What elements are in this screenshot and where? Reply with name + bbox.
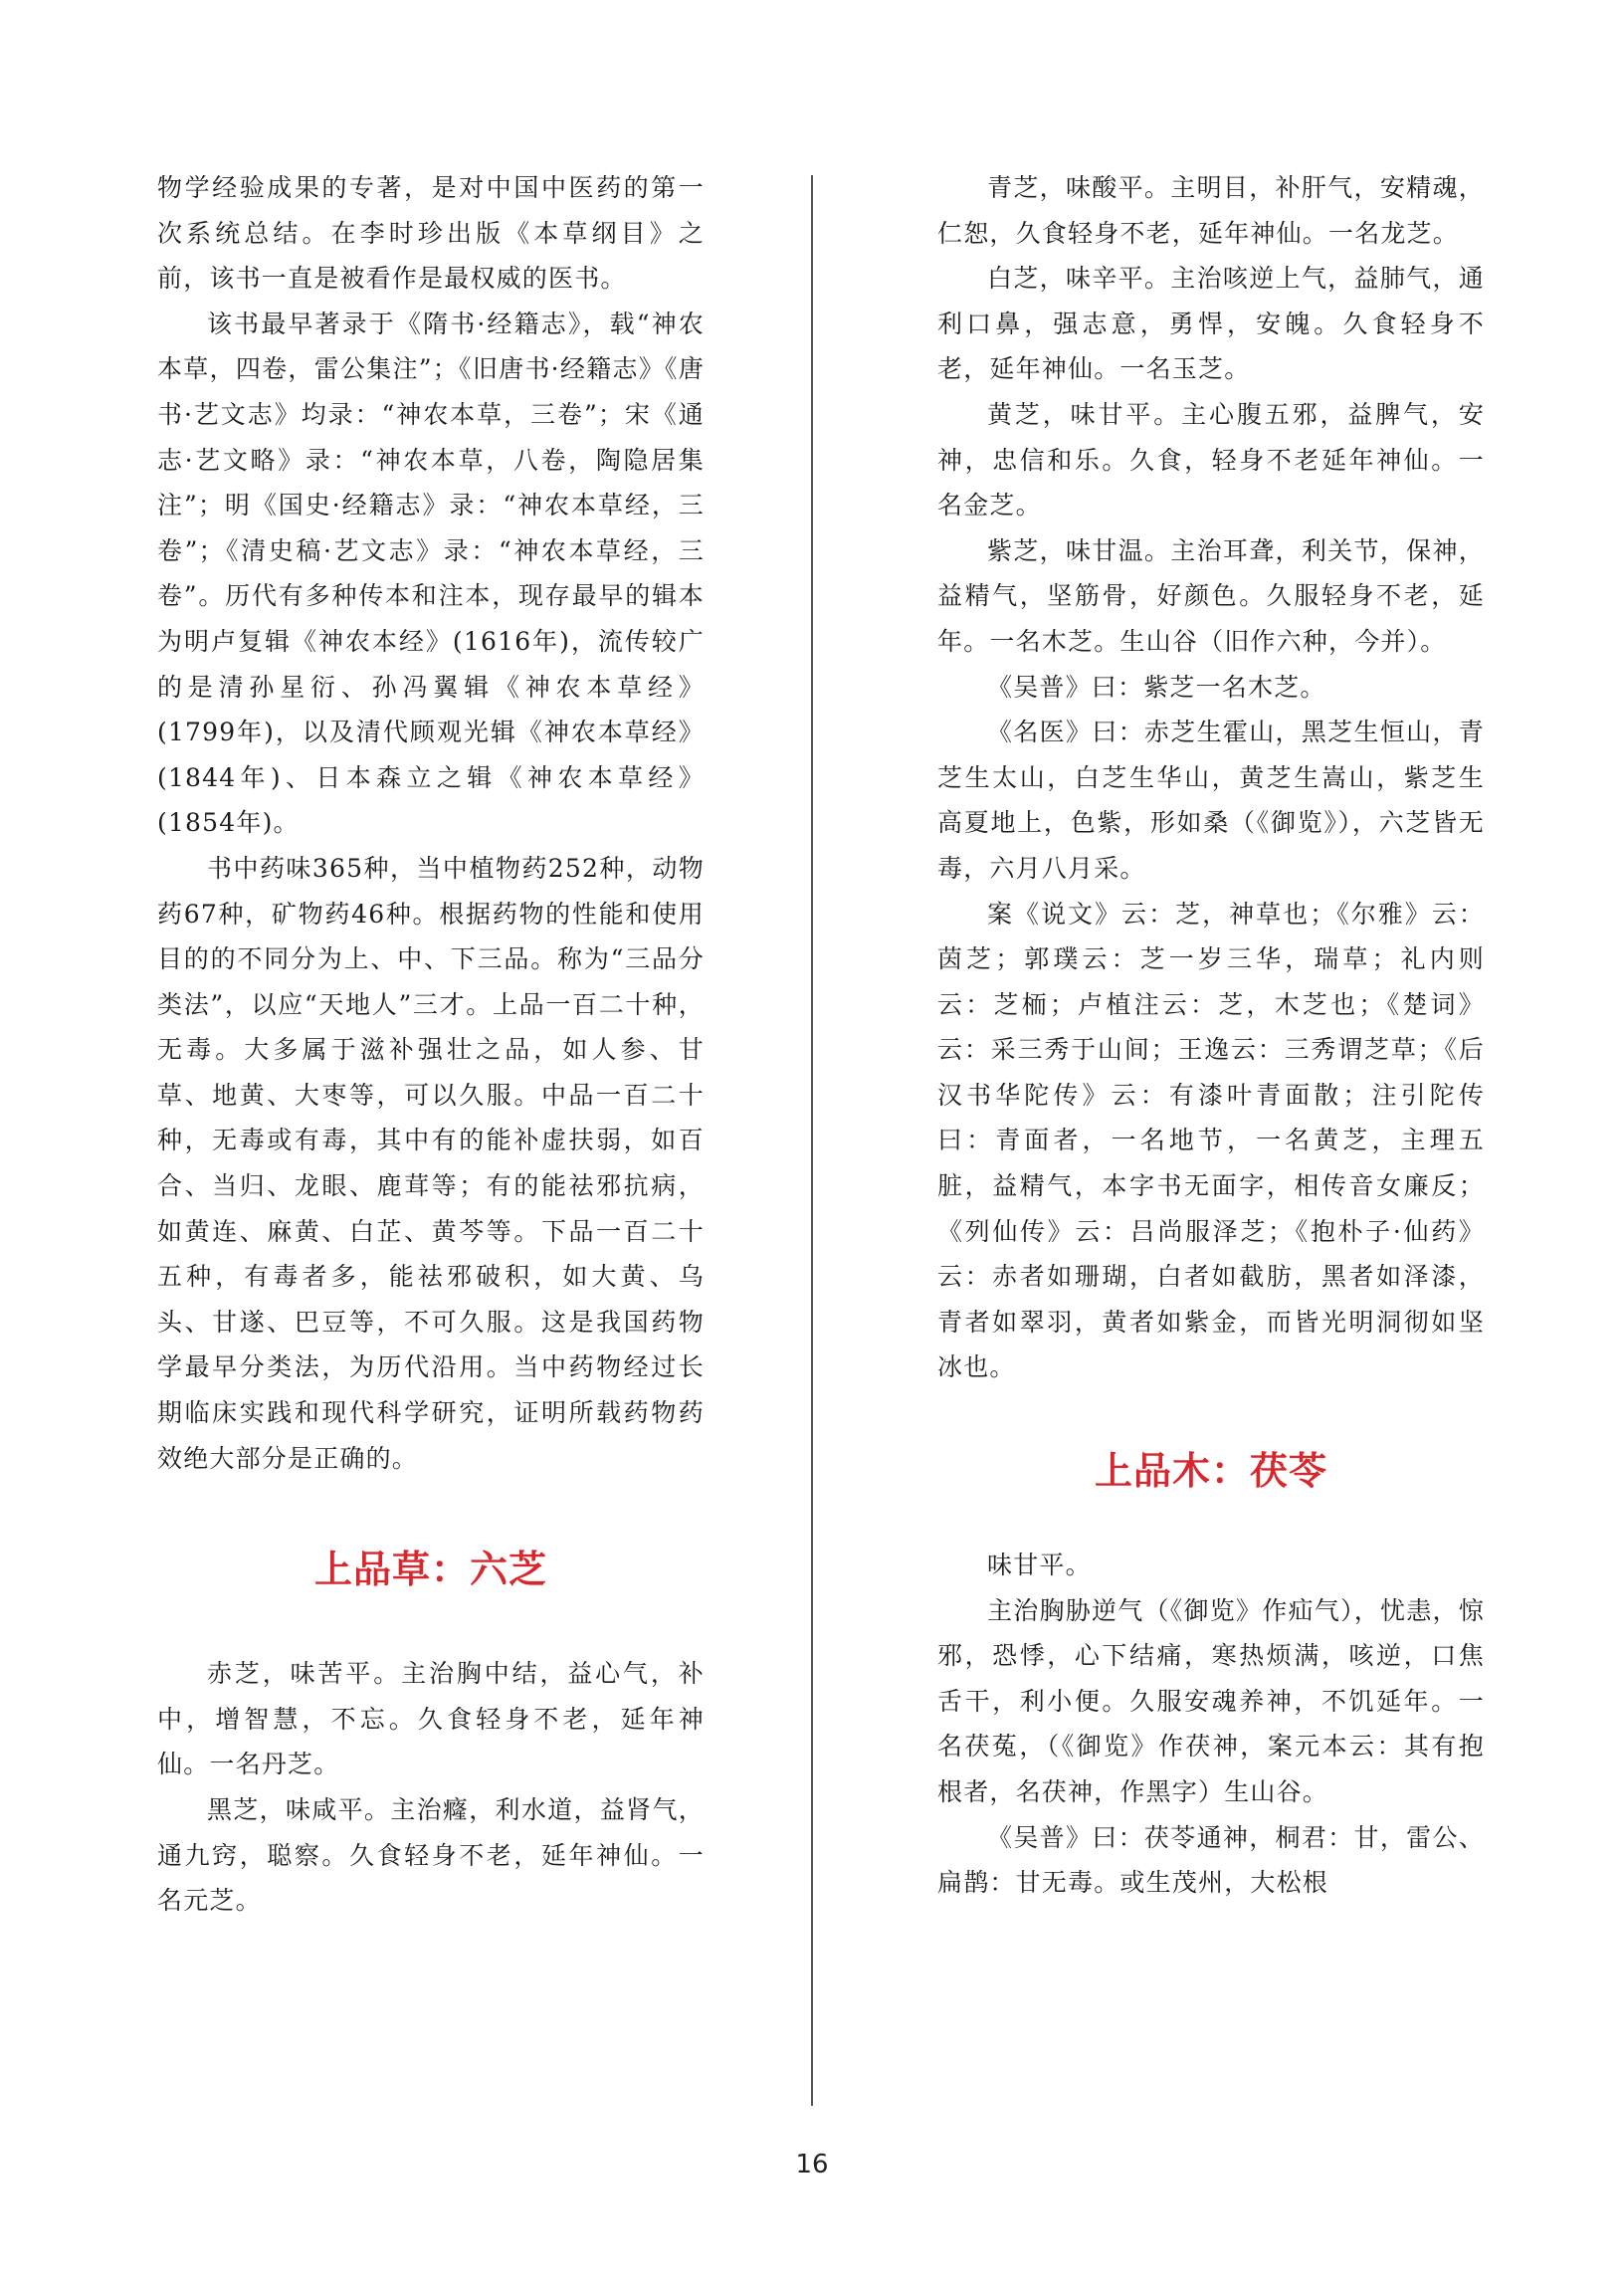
paragraph: 赤芝，味苦平。主治胸中结，益心气，补中，增智慧，不忘。久食轻身不老，延年神仙。一名丹芝。 xyxy=(157,1659,705,1779)
paragraph: 主治胸胁逆气（《御览》作疝气），忧恚，惊邪，恐悸，心下结痛，寒热烦满，咳逆，口焦舌干，利小便。久服安魂养神，不饥延年。一名茯菟，（《御览》作茯神，案元本云：其有抱根者，名茯神，作黑字）生山谷。 xyxy=(937,1595,1485,1806)
paragraph: 该书最早著录于《隋书·经籍志》，载“神农本草，四卷，雷公集注”；《旧唐书·经籍志》《唐书·艺文志》均录：“神农本草，三卷”；宋《通志·艺文略》录：“神农本草，八卷，陶隐居集注”；明《国史·经籍志》录：“神农本草经，三卷”；《清史稿·艺文志》录：“神农本草经，三卷”。历代有多种传本和注本，现存最早的辑本为明卢复辑《神农本经》(1616年)，流传较广的是清孙星衍、孙冯翼辑《神农本草经》(1799年)，以及清代顾观光辑《神农本草经》(1844年)、日本森立之辑《神农本草经》(1854年)。 xyxy=(157,309,705,838)
column-divider xyxy=(811,175,813,2106)
left-column xyxy=(157,165,705,1924)
section-heading: 上品木：茯苓 xyxy=(1094,1448,1327,1494)
right-column xyxy=(937,165,1485,1906)
paragraph: 书中药味365种，当中植物药252种，动物药67种，矿物药46种。根据药物的性能和使用目的的不同分为上、中、下三品。称为“三品分类法”，以应“天地人”三才。上品一百二十种，无毒。大多属于滋补强壮之品，如人参、甘草、地黄、大枣等，可以久服。中品一百二十种，无毒或有毒，其中有的能补虚扶弱，如百合、当归、龙眼、鹿茸等；有的能祛邪抗病，如黄连、麻黄、白芷、黄芩等。下品一百二十五种，有毒者多，能祛邪破积，如大黄、乌头、甘遂、巴豆等，不可久服。这是我国药物学最早分类法，为历代沿用。当中药物经过长期临床实践和现代科学研究，证明所载药物药效绝大部分是正确的。 xyxy=(157,853,705,1473)
paragraph: 《吴普》曰：紫芝一名木芝。 xyxy=(987,672,1326,702)
paragraph: 白芝，味辛平。主治咳逆上气，益肺气，通利口鼻，强志意，勇悍，安魄。久食轻身不老，延年神仙。一名玉芝。 xyxy=(937,264,1485,384)
paragraph: 《吴普》曰：茯苓通神，桐君：甘，雷公、扁鹊：甘无毒。或生茂州，大松根 xyxy=(937,1822,1485,1898)
section-heading: 上品草：六芝 xyxy=(313,1547,547,1592)
page-number: 16 xyxy=(795,2150,829,2179)
paragraph: 黑芝，味咸平。主治癃，利水道，益肾气，通九窍，聪察。久食轻身不老，延年神仙。一名元芝。 xyxy=(157,1795,705,1916)
paragraph: 案《说文》云：芝，神草也；《尔雅》云：茵芝；郭璞云：芝一岁三华，瑞草；礼内则云：芝栭；卢植注云：芝，木芝也；《楚词》云：采三秀于山间；王逸云：三秀谓芝草；《后汉书华陀传》云：有漆叶青面散；注引陀传曰：青面者，一名地节，一名黄芝，主理五脏，益精气，本字书无面字，相传音女廉反；《列仙传》云：吕尚服泽芝；《抱朴子·仙药》云：赤者如珊瑚，白者如截肪，黑者如泽漆，青者如翠羽，黄者如紫金，而皆光明洞彻如坚冰也。 xyxy=(937,899,1485,1382)
paragraph: 味甘平。 xyxy=(987,1551,1092,1580)
paragraph: 《名医》曰：赤芝生霍山，黑芝生恒山，青芝生太山，白芝生华山，黄芝生嵩山，紫芝生高夏地上，色紫，形如桑（《御览》），六芝皆无毒，六月八月采。 xyxy=(937,718,1485,883)
paragraph: 青芝，味酸平。主明目，补肝气，安精魂，仁恕，久食轻身不老，延年神仙。一名龙芝。 xyxy=(937,173,1485,248)
paragraph: 物学经验成果的专著，是对中国中医药的第一次系统总结。在李时珍出版《本草纲目》之前，该书一直是被看作是最权威的医书。 xyxy=(157,173,705,294)
paragraph: 紫芝，味甘温。主治耳聋，利关节，保神，益精气，坚筋骨，好颜色。久服轻身不老，延年。一名木芝。生山谷（旧作六种，今并）。 xyxy=(937,535,1485,656)
paragraph: 黄芝，味甘平。主心腹五邪，益脾气，安神，忠信和乐。久食，轻身不老延年神仙。一名金芝。 xyxy=(937,399,1485,520)
